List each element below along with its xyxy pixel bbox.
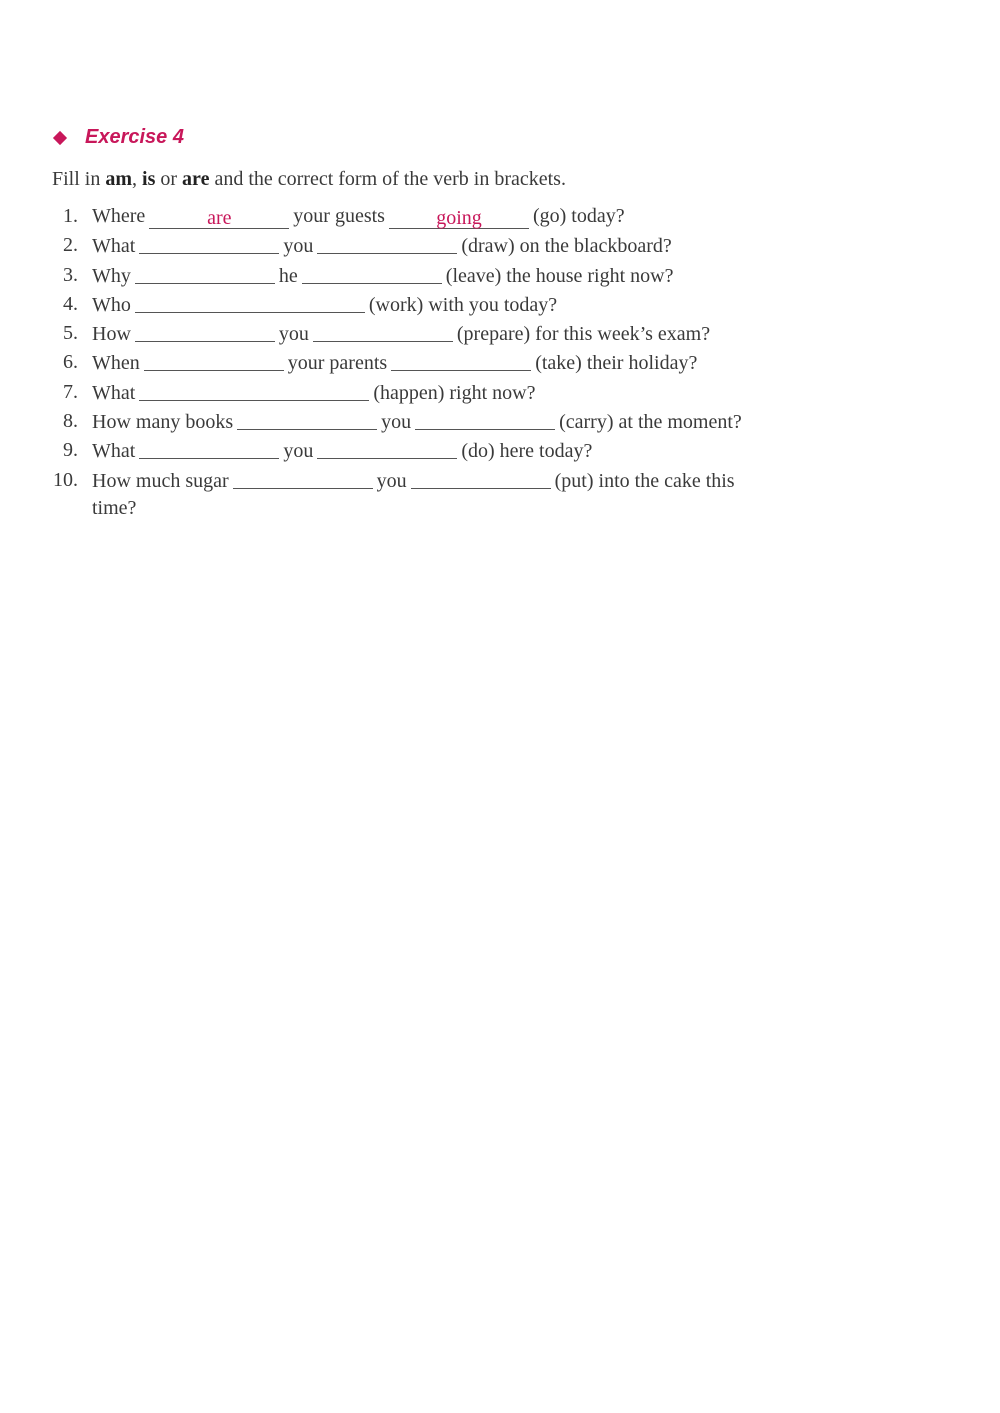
item-number: 1. (63, 205, 78, 227)
item-number: 6. (63, 351, 78, 374)
answer-blank[interactable] (391, 350, 531, 371)
item-number: 8. (63, 410, 78, 433)
item-number: 5. (63, 322, 78, 345)
answer-blank[interactable] (144, 350, 284, 371)
answer-blank[interactable] (135, 263, 275, 284)
exercise-heading (52, 126, 184, 149)
answer-blank[interactable] (411, 468, 551, 489)
instruction-text: Fill in am, is or are and the correct form of the verb in brackets. (52, 168, 566, 190)
exercise-item-7: 7. What (happen) right now? (50, 378, 830, 407)
answer-blank[interactable] (317, 233, 457, 254)
answer-blank[interactable] (135, 321, 275, 342)
exercise-item-8: 8. How many books you (carry) at the moment? (50, 407, 830, 436)
answer-blank[interactable] (139, 380, 369, 401)
item-number: 9. (63, 439, 78, 462)
answer-blank[interactable] (139, 233, 279, 254)
answer-blank[interactable] (233, 468, 373, 489)
diamond-bullet-icon (53, 130, 67, 144)
item-number: 7. (63, 380, 78, 403)
exercise-item-10: 10. How much sugar you (put) into the cake this time? (50, 466, 830, 520)
exercise-list (50, 202, 830, 520)
item-number: 4. (63, 292, 78, 315)
answer-blank[interactable] (135, 292, 365, 313)
answer-blank[interactable] (317, 438, 457, 459)
item-continuation: time? (92, 496, 137, 519)
exercise-item-6: 6. When your parents (take) their holiday? (50, 348, 830, 377)
answer-blank[interactable] (237, 409, 377, 430)
answer-blank[interactable] (313, 321, 453, 342)
exercise-title: Exercise 4 (85, 126, 184, 148)
answer-blank[interactable] (139, 438, 279, 459)
exercise-item-2: 2. What you (draw) on the blackboard? (50, 231, 830, 260)
exercise-item-3: 3. Why he (leave) the house right now? (50, 261, 830, 290)
item-number: 2. (63, 234, 78, 257)
exercise-item-1: 1. Where are your guests going (go) today? (50, 202, 830, 231)
exercise-item-5: 5. How you (prepare) for this week’s exam? (50, 319, 830, 348)
answer-blank[interactable]: going (389, 208, 529, 229)
exercise-item-9: 9. What you (do) here today? (50, 436, 830, 465)
answer-blank[interactable]: are (149, 208, 289, 229)
item-number: 10. (53, 468, 78, 491)
answer-blank[interactable] (302, 263, 442, 284)
item-number: 3. (63, 263, 78, 286)
answer-blank[interactable] (415, 409, 555, 430)
exercise-item-4: 4. Who (work) with you today? (50, 290, 830, 319)
